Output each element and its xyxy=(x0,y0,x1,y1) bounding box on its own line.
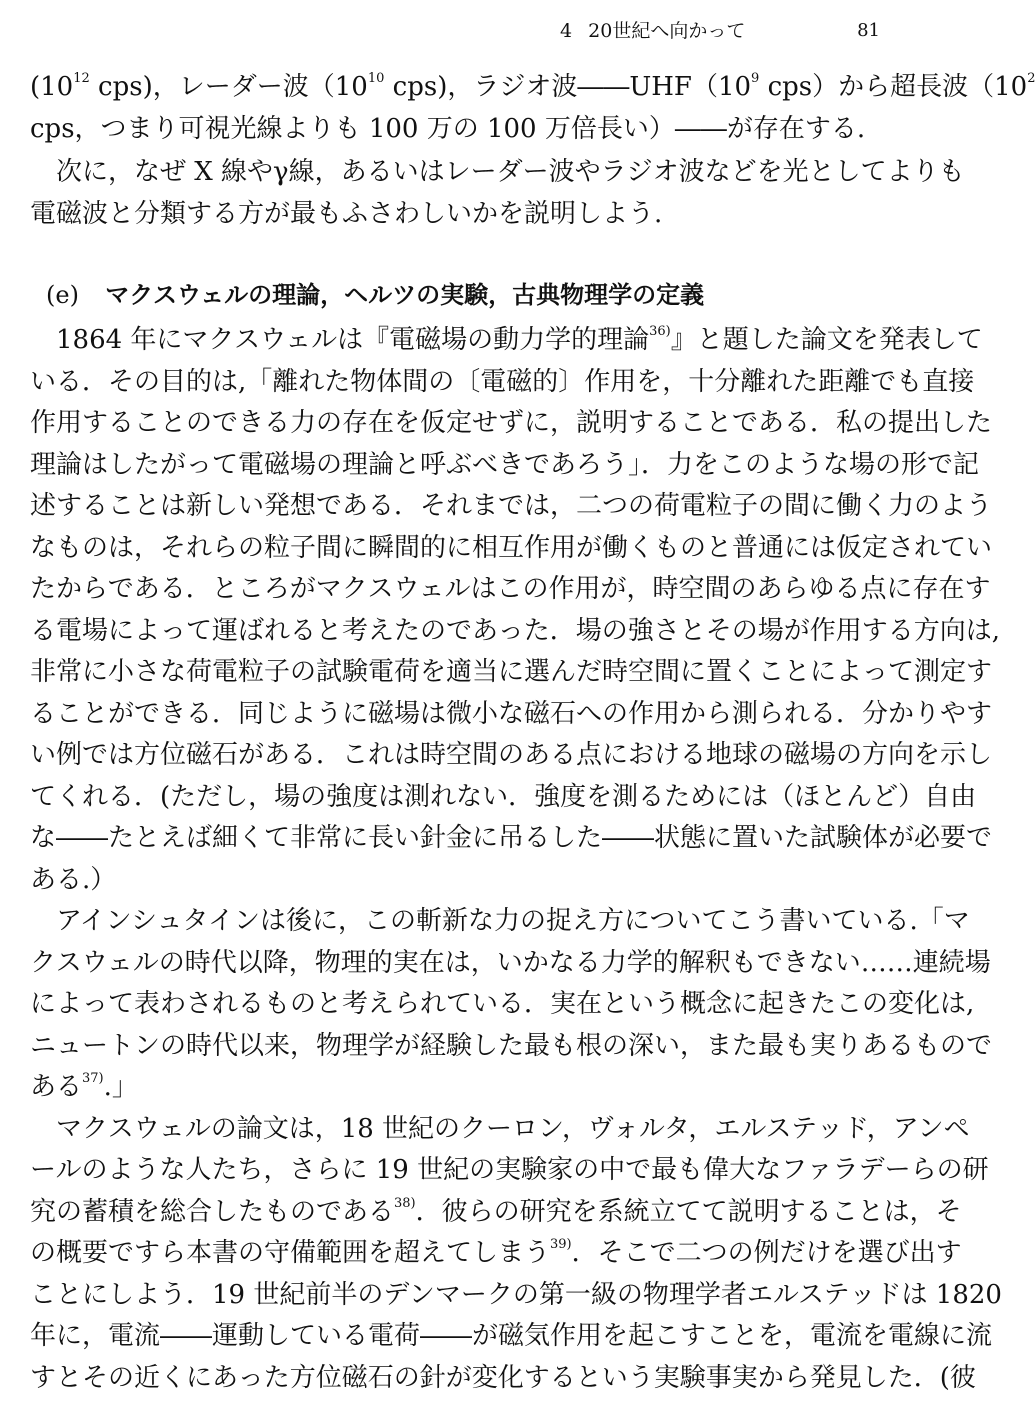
chapter-title: 20世紀へ向かって xyxy=(588,20,746,42)
text-line xyxy=(30,483,993,529)
text-run: ．そこで二つの例だけを選び出す xyxy=(571,1238,962,1268)
text-run: 述することは新しい発想である．それまでは，二つの荷電粒子の間に働く力のよう xyxy=(30,491,993,521)
superscript: 39) xyxy=(550,1237,572,1253)
text-line xyxy=(30,149,965,195)
text-line xyxy=(30,898,970,944)
text-run: すとその近くにあった方位磁石の針が変化するという実験事実から発見した．(彼 xyxy=(30,1363,976,1393)
superscript: 9 xyxy=(751,71,760,87)
text-line xyxy=(30,1272,1002,1318)
text-run: い例では方位磁石がある．これは時空間のある点における地球の磁場の方向を示し xyxy=(30,740,993,770)
section-heading xyxy=(46,272,704,318)
text-run: 理論はしたがって電磁場の理論と呼ぶべきであろう」．力をこのような場の形で記 xyxy=(30,450,980,480)
text-line xyxy=(30,774,977,820)
text-line xyxy=(30,649,993,695)
text-run: 1864 年にマクスウェルは『電磁場の動力学的理論 xyxy=(56,325,650,355)
text-run: cps)，レーダー波（10 xyxy=(89,72,368,102)
text-line xyxy=(30,857,910,903)
text-line xyxy=(30,1355,976,1401)
section-title: マクスウェルの理論，ヘルツの実験，古典物理学の定義 xyxy=(105,281,705,309)
text-run: 』と題した論文を発表して xyxy=(670,325,983,355)
text-run: によって表わされるものと考えられている．実在という概念に起きたこの変化は, xyxy=(30,989,975,1019)
text-run: 究の蓄積を総合したものである xyxy=(30,1197,395,1227)
text-run: 次に，なぜ X 線やγ線，あるいはレーダー波やラジオ波などを光としてよりも xyxy=(56,157,965,187)
text-run: .」 xyxy=(103,1072,138,1102)
text-line xyxy=(30,442,980,488)
text-line xyxy=(30,732,993,778)
text-run: マクスウェルの論文は，18 世紀のクーロン，ヴォルタ，エルステッド，アンペ xyxy=(56,1114,970,1144)
text-run: 電磁波と分類する方が最もふさわしいかを説明しよう. xyxy=(30,199,663,229)
text-run: 年に，電流――運動している電荷――が磁気作用を起こすことを，電流を電線に流 xyxy=(30,1321,993,1351)
text-run: 作用することのできる力の存在を仮定せずに，説明することである．私の提出した xyxy=(30,408,993,438)
text-run: cps，つまり可視光線よりも 100 万の 100 万倍長い）――が存在する. xyxy=(30,114,866,144)
text-line xyxy=(30,400,993,446)
text-line xyxy=(30,191,910,237)
superscript: 37) xyxy=(82,1071,104,1087)
text-line xyxy=(30,566,991,612)
text-run: cps）から超長波（10 xyxy=(759,72,1028,102)
superscript: 12 xyxy=(73,71,90,87)
superscript: 2 xyxy=(1027,71,1036,87)
text-line xyxy=(30,691,993,737)
text-line xyxy=(30,608,1001,654)
text-run: cps)，ラジオ波――UHF（10 xyxy=(384,72,752,102)
text-line xyxy=(30,1064,910,1110)
section-label: (e) xyxy=(46,281,79,309)
text-run: ある.） xyxy=(30,865,117,895)
text-line xyxy=(30,981,975,1027)
text-run: たからである．ところがマクスウェルはこの作用が，時空間のあらゆる点に存在す xyxy=(30,574,991,604)
text-line xyxy=(30,1313,993,1359)
superscript: 38) xyxy=(394,1196,416,1212)
text-line xyxy=(30,1230,962,1276)
text-run: いる．その目的は,「離れた物体間の〔電磁的〕作用を，十分離れた距離でも直接 xyxy=(30,367,975,397)
superscript: 36) xyxy=(649,324,671,340)
page-number: 81 xyxy=(857,20,880,41)
text-run: ニュートンの時代以来，物理学が経験した最も根の深い，また最も実りあるもので xyxy=(30,1031,993,1061)
text-line xyxy=(30,359,975,405)
chapter-number: 4 xyxy=(560,20,573,42)
superscript: 10 xyxy=(367,71,385,87)
text-line xyxy=(30,815,993,861)
text-run: ある xyxy=(30,1072,83,1102)
text-run: ールのような人たち，さらに 19 世紀の実験家の中で最も偉大なファラデーらの研 xyxy=(30,1155,989,1185)
text-line xyxy=(30,1106,970,1152)
text-run: 非常に小さな荷電粒子の試験電荷を適当に選んだ時空間に置くことによって測定す xyxy=(30,657,993,687)
text-run: クスウェルの時代以降，物理的実在は，いかなる力学的解釈もできない……連続場 xyxy=(30,948,991,978)
text-run: る電場によって運ばれると考えたのであった．場の強さとその場が作用する方向は, xyxy=(30,616,1001,646)
text-run: なものは，それらの粒子間に瞬間的に相互作用が働くものと普通には仮定されてい xyxy=(30,533,993,563)
text-run: ．彼らの研究を系統立てて説明することは，そ xyxy=(415,1197,962,1227)
text-run: てくれる．(ただし，場の強度は測れない．強度を測るためには（ほとんど）自由 xyxy=(30,782,977,812)
text-run: (10 xyxy=(30,72,74,102)
text-line xyxy=(30,1147,989,1193)
text-line xyxy=(30,1189,962,1235)
text-run: アインシュタインは後に，この斬新な力の捉え方についてこう書いている.「マ xyxy=(56,906,970,936)
text-line xyxy=(30,1023,993,1069)
text-run: な――たとえば細くて非常に長い針金に吊るした――状態に置いた試験体が必要で xyxy=(30,823,993,853)
text-line xyxy=(30,64,1036,110)
text-run: ることができる．同じように磁場は微小な磁石への作用から測られる．分かりやす xyxy=(30,699,993,729)
text-run: ことにしよう．19 世紀前半のデンマークの第一級の物理学者エルステッドは 1820 xyxy=(30,1280,1002,1310)
text-line xyxy=(30,317,983,363)
running-header xyxy=(560,16,880,46)
text-run: の概要ですら本書の守備範囲を超えてしまう xyxy=(30,1238,551,1268)
text-line xyxy=(30,525,993,571)
text-line xyxy=(30,940,991,986)
text-line xyxy=(30,106,910,152)
